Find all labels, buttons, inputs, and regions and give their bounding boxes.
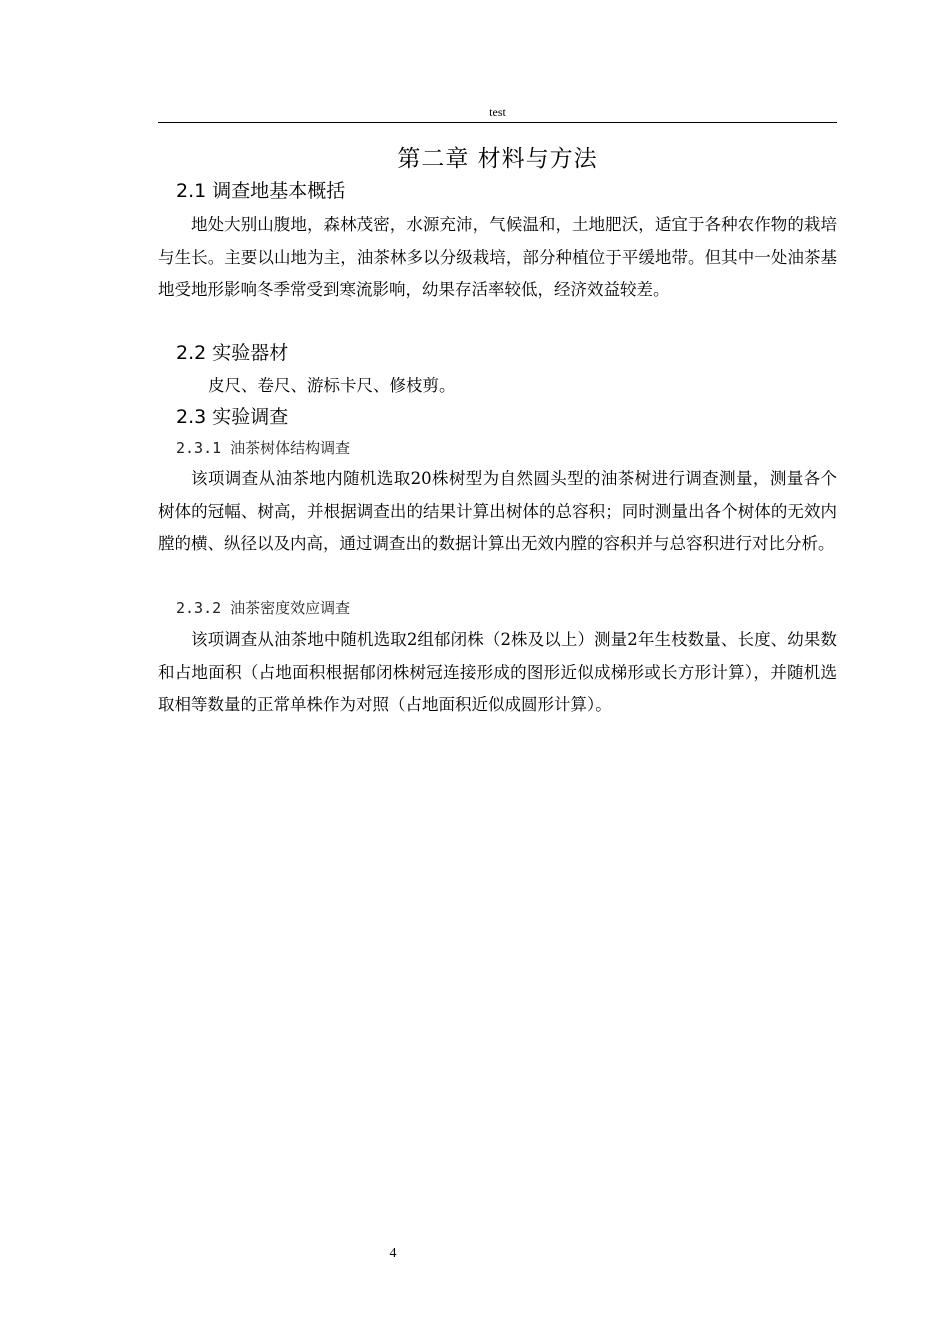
- section-body-2-2: 皮尺、卷尺、游标卡尺、修枝剪。: [208, 376, 456, 395]
- page-header: test: [489, 105, 506, 119]
- header-rule: [158, 122, 837, 123]
- page-number: 4: [389, 1246, 397, 1261]
- section-heading-2-1: 2.1 调查地基本概括: [176, 180, 346, 202]
- subsection-heading-2-3-1: 2.3.1 油茶树体结构调查: [176, 439, 351, 457]
- subsection-body-2-3-1: 该项调查从油茶地内随机选取20株树型为自然圆头型的油茶树进行调查测量，测量各个树体的冠幅、树高，并根据调查出的结果计算出树体的总容积；同时测量出各个树体的无效内膛的横、纵径以及内高，通过调查出的数据计算出无效内膛的容积并与总容积进行对比分析。: [158, 469, 837, 553]
- subsection-body-2-3-2: 该项调查从油茶地中随机选取2组郁闭株（2株及以上）测量2年生枝数量、长度、幼果数和占地面积（占地面积根据郁闭株树冠连接形成的图形近似成梯形或长方形计算），并随机选取相等数量的正常单株作为对照（占地面积近似成圆形计算）。: [158, 630, 837, 714]
- section-body-2-1: 地处大别山腹地，森林茂密，水源充沛，气候温和，土地肥沃，适宜于各种农作物的栽培与生长。主要以山地为主，油茶林多以分级栽培，部分种植位于平缓地带。但其中一处油茶基地受地形影响冬季常受到寒流影响，幼果存活率较低，经济效益较差。: [158, 215, 837, 299]
- section-heading-2-2: 2.2 实验器材: [176, 342, 289, 364]
- section-heading-2-3: 2.3 实验调查: [176, 406, 289, 428]
- chapter-title: 第二章 材料与方法: [397, 146, 598, 172]
- subsection-heading-2-3-2: 2.3.2 油茶密度效应调查: [176, 599, 351, 617]
